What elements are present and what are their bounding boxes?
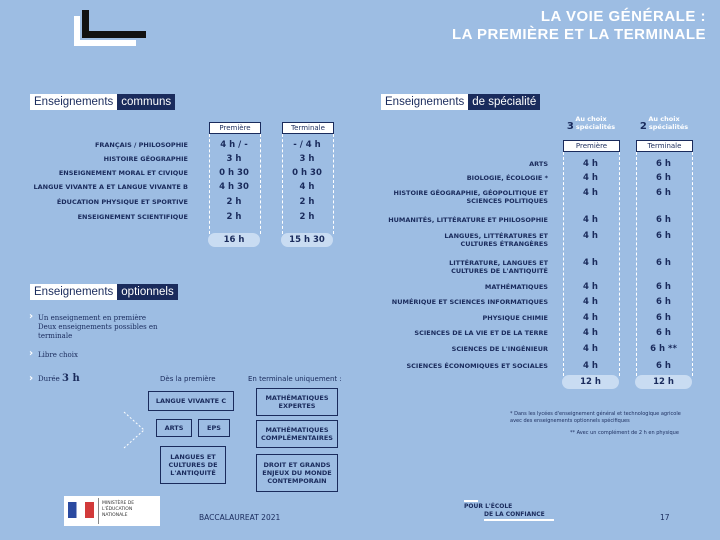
footer-bac: BACCALAUREAT 2021: [199, 513, 281, 522]
specialite-terminale-value: 6 h: [656, 173, 671, 183]
specialite-terminale-value: 6 h: [656, 188, 671, 198]
communs-col-premiere: Première: [209, 122, 261, 134]
specialite-premiere-value: 4 h: [583, 215, 598, 225]
specialite-premiere-value: 4 h: [583, 173, 598, 183]
option-droit: DROIT ET GRANDS ENJEUX DU MONDE CONTEMPORAIN: [256, 454, 338, 492]
optionnels-header-white: Enseignements: [30, 284, 117, 300]
title-line-1: LA VOIE GÉNÉRALE :: [540, 8, 706, 25]
specialite-header: [381, 94, 540, 110]
specialite-premiere-value: 4 h: [583, 159, 598, 169]
communs-terminale-value: - / 4 h: [293, 140, 321, 150]
communs-premiere-value: 2 h: [226, 197, 242, 207]
chevron-right-icon: ›: [29, 348, 34, 359]
specialite-row-label: NUMÉRIQUE ET SCIENCES INFORMATIQUES: [391, 298, 548, 306]
duree-prefix: Durée: [38, 375, 60, 383]
communs-terminale-value: 2 h: [299, 197, 315, 207]
option-eps: EPS: [198, 419, 230, 437]
specialite-choice-terminale: [633, 115, 695, 131]
communs-row-label: ENSEIGNEMENT SCIENTIFIQUE: [77, 213, 188, 221]
communs-total-premiere: 16 h: [208, 233, 260, 247]
page-number: 17: [660, 513, 670, 522]
ministry-logo: [64, 496, 160, 526]
specialite-premiere-value: 4 h: [583, 328, 598, 338]
option-math-expertes: MATHÉMATIQUES EXPERTES: [256, 388, 338, 416]
specialite-terminale-value: 6 h: [656, 282, 671, 292]
ecole-line-1: POUR L'ÉCOLE: [464, 503, 513, 510]
communs-premiere-value: 0 h 30: [219, 168, 249, 178]
communs-terminale-value: 2 h: [299, 212, 315, 222]
specialite-premiere-value: 4 h: [583, 361, 598, 371]
specialite-total-terminale: 12 h: [635, 375, 692, 389]
optionnels-label-premiere: Dès la première: [160, 375, 216, 383]
ecole-confiance-logo: [464, 500, 554, 521]
specialite-col-premiere: Première: [563, 140, 620, 152]
specialite-row-label: MATHÉMATIQUES: [484, 283, 548, 291]
optionnels-header: [30, 284, 178, 300]
option-arts: ARTS: [156, 419, 192, 437]
choice-premiere-line2: spécialités: [575, 123, 616, 131]
communs-total-terminale: 15 h 30: [281, 233, 333, 247]
choice-premiere-num: 3: [566, 121, 574, 132]
specialite-terminale-value: 6 h: [656, 328, 671, 338]
option-lca: LANGUES ET CULTURES DE L'ANTIQUITÉ: [160, 446, 226, 484]
specialite-note-2: ** Avec un complément de 2 h en physique: [570, 430, 679, 436]
specialite-row-label: LANGUES, LITTÉRATURES ET CULTURES ÉTRANGÈRES: [444, 232, 548, 248]
specialite-terminale-value: 6 h: [656, 215, 671, 225]
communs-row-label: HISTOIRE GÉOGRAPHIE: [103, 155, 188, 163]
specialite-row-label: BIOLOGIE, ÉCOLOGIE *: [466, 174, 548, 182]
dashed-connector-icon: [120, 410, 150, 450]
page-title: [452, 8, 706, 44]
specialite-row-label: SCIENCES DE L'INGÉNIEUR: [451, 345, 548, 353]
specialite-row-label: SCIENCES ÉCONOMIQUES ET SOCIALES: [406, 362, 548, 370]
communs-premiere-value: 4 h 30: [219, 182, 249, 192]
communs-premiere-value: 4 h / -: [220, 140, 248, 150]
communs-row-label: LANGUE VIVANTE A ET LANGUE VIVANTE B: [33, 183, 188, 191]
chevron-right-icon: ›: [29, 373, 34, 384]
communs-col-terminale: Terminale: [282, 122, 334, 134]
specialite-choice-premiere: [560, 115, 622, 131]
optionnels-bullet-1: Un enseignement en première Deux enseignements possibles en terminale: [38, 314, 158, 340]
communs-terminale-value: 0 h 30: [292, 168, 322, 178]
specialite-total-premiere: 12 h: [562, 375, 619, 389]
specialite-terminale-value: 6 h: [656, 159, 671, 169]
specialite-premiere-value: 4 h: [583, 231, 598, 241]
specialite-terminale-value: 6 h: [656, 231, 671, 241]
specialite-premiere-value: 4 h: [583, 258, 598, 268]
communs-row-label: ENSEIGNEMENT MORAL ET CIVIQUE: [58, 169, 188, 177]
communs-header-white: Enseignements: [30, 94, 117, 110]
communs-header: [30, 94, 175, 110]
specialite-row-label: HISTOIRE GÉOGRAPHIE, GÉOPOLITIQUE ET SCIENCES POLITIQUES: [393, 189, 548, 205]
ministry-name: MINISTÈRE DE L'ÉDUCATION NATIONALE: [102, 501, 135, 518]
optionnels-header-dark: optionnels: [117, 284, 177, 300]
duree-value: 3 h: [62, 373, 80, 384]
communs-header-dark: communs: [117, 94, 175, 110]
specialite-terminale-value: 6 h: [656, 258, 671, 268]
communs-terminale-value: 4 h: [299, 182, 315, 192]
communs-premiere-value: 2 h: [226, 212, 242, 222]
flag-icon: [68, 502, 94, 518]
option-math-complementaires: MATHÉMATIQUES COMPLÉMENTAIRES: [256, 420, 338, 448]
specialite-row-label: LITTÉRATURE, LANGUES ET CULTURES DE L'ANTIQUITÉ: [449, 259, 548, 275]
specialite-note-1: * Dans les lycées d'enseignement général et technologique agricole avec des enseignements optionnels spécifiques: [510, 411, 681, 424]
specialite-row-label: ARTS: [529, 160, 548, 168]
communs-row-label: FRANÇAIS / PHILOSOPHIE: [94, 141, 188, 149]
specialite-premiere-value: 4 h: [583, 188, 598, 198]
chevron-right-icon: ›: [29, 311, 34, 322]
specialite-premiere-value: 4 h: [583, 297, 598, 307]
specialite-premiere-value: 4 h: [583, 344, 598, 354]
optionnels-bullet-3: [38, 375, 80, 383]
specialite-terminale-value: 6 h: [656, 313, 671, 323]
specialite-row-label: HUMANITÉS, LITTÉRATURE ET PHILOSOPHIE: [388, 216, 548, 224]
choice-terminale-line1: Au choix: [648, 115, 680, 123]
optionnels-bullet-2: Libre choix: [38, 351, 78, 359]
specialite-row-label: SCIENCES DE LA VIE ET DE LA TERRE: [414, 329, 548, 337]
optionnels-label-terminale: En terminale uniquement :: [248, 375, 342, 383]
specialite-terminale-value: 6 h **: [650, 344, 677, 354]
choice-premiere-line1: Au choix: [575, 115, 607, 123]
specialite-header-dark: de spécialité: [468, 94, 540, 110]
specialite-premiere-value: 4 h: [583, 282, 598, 292]
specialite-header-white: Enseignements: [381, 94, 468, 110]
communs-row-label: ÉDUCATION PHYSIQUE ET SPORTIVE: [56, 198, 188, 206]
specialite-terminale-value: 6 h: [656, 297, 671, 307]
specialite-terminale-value: 6 h: [656, 361, 671, 371]
specialite-col-terminale: Terminale: [636, 140, 693, 152]
option-langue-vivante-c: LANGUE VIVANTE C: [148, 391, 234, 411]
ecole-line-2: DE LA CONFIANCE: [484, 511, 545, 518]
specialite-row-label: PHYSIQUE CHIMIE: [482, 314, 548, 322]
choice-terminale-num: 2: [639, 121, 647, 132]
communs-terminale-value: 3 h: [299, 154, 315, 164]
choice-terminale-line2: spécialités: [648, 123, 689, 131]
title-line-2: LA PREMIÈRE ET LA TERMINALE: [451, 26, 706, 43]
communs-premiere-value: 3 h: [226, 154, 242, 164]
specialite-premiere-value: 4 h: [583, 313, 598, 323]
